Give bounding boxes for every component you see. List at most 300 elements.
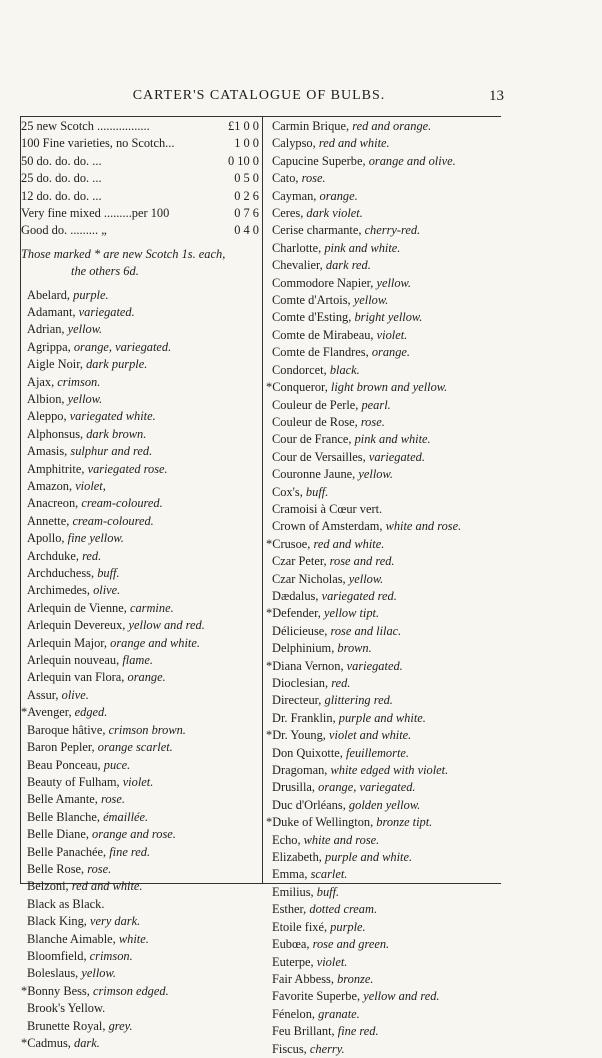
variety-colour: yellow tipt. xyxy=(324,606,380,621)
variety-entry xyxy=(21,408,261,425)
variety-entry xyxy=(266,344,506,361)
variety-name: Belle Blanche, xyxy=(27,809,100,824)
variety-colour: émaillée. xyxy=(103,809,149,824)
variety-colour: cherry-red. xyxy=(364,223,421,238)
left-entry-list xyxy=(21,287,261,1053)
variety-entry xyxy=(266,779,506,796)
price-label: 100 Fine varieties, no Scotch... xyxy=(21,136,175,151)
variety-entry xyxy=(21,356,261,373)
variety-name: Adrian, xyxy=(27,322,65,337)
variety-entry xyxy=(266,675,506,692)
variety-colour: red and white. xyxy=(313,536,385,551)
variety-entry xyxy=(21,1000,261,1017)
variety-name: Archduke, xyxy=(27,548,79,563)
variety-colour: yellow. xyxy=(358,467,393,482)
variety-entry xyxy=(266,379,506,396)
variety-entry xyxy=(21,582,261,599)
variety-entry xyxy=(266,814,506,831)
variety-name: Beau Ponceau, xyxy=(27,757,101,772)
variety-colour: carmine. xyxy=(129,600,174,615)
variety-colour: orange. xyxy=(319,188,358,203)
variety-colour: rose and green. xyxy=(312,937,390,952)
variety-entry xyxy=(266,884,506,901)
variety-colour: rose. xyxy=(360,414,385,429)
variety-colour: purple. xyxy=(73,287,109,302)
variety-entry xyxy=(21,704,261,721)
pricing-note xyxy=(21,246,261,281)
variety-entry xyxy=(21,652,261,669)
variety-name: Don Quixotte, xyxy=(272,745,343,760)
variety-entry xyxy=(266,971,506,988)
variety-name: Beauty of Fulham, xyxy=(27,774,120,789)
variety-entry xyxy=(266,727,506,744)
variety-colour: olive. xyxy=(93,583,121,598)
variety-entry xyxy=(21,826,261,843)
variety-name: Couronne Jaune, xyxy=(272,467,356,482)
variety-entry xyxy=(266,588,506,605)
variety-name: Echo, xyxy=(272,832,301,847)
variety-entry xyxy=(21,1018,261,1035)
variety-name: Annette, xyxy=(27,513,70,528)
variety-entry xyxy=(21,530,261,547)
variety-entry xyxy=(21,391,261,408)
variety-name: Cayman, xyxy=(272,188,317,203)
variety-colour: rose and red. xyxy=(329,554,395,569)
variety-colour: dark brown. xyxy=(86,426,147,441)
price-label: 50 do. do. do. ... xyxy=(21,153,102,168)
variety-name: Archduchess, xyxy=(27,566,95,581)
variety-entry xyxy=(266,275,506,292)
variety-name: *Defender, xyxy=(266,606,321,621)
variety-colour: pink and white. xyxy=(354,432,431,447)
variety-entry xyxy=(266,257,506,274)
variety-colour: edged. xyxy=(74,705,108,720)
variety-entry xyxy=(266,118,506,135)
variety-name: Czar Nicholas, xyxy=(272,571,346,586)
variety-name: Délicieuse, xyxy=(272,623,328,638)
variety-entry xyxy=(266,205,506,222)
variety-entry xyxy=(266,484,506,501)
variety-entry xyxy=(21,774,261,791)
variety-name: *Duke of Wellington, xyxy=(266,815,374,830)
variety-colour: glittering red. xyxy=(324,693,393,708)
variety-colour: yellow and red. xyxy=(128,618,205,633)
variety-name: Baroque hâtive, xyxy=(27,722,106,737)
variety-name: Cato, xyxy=(272,171,299,186)
price-amount: 0 5 0 xyxy=(234,171,259,186)
variety-colour: feuillemorte. xyxy=(346,745,409,760)
variety-name: Chevalier, xyxy=(272,258,323,273)
variety-colour: purple. xyxy=(330,919,366,934)
variety-name: Comte de Flandres, xyxy=(272,345,369,360)
variety-colour: white. xyxy=(118,931,149,946)
variety-name: Arlequin Major, xyxy=(27,635,108,650)
variety-entry xyxy=(266,988,506,1005)
variety-colour: rose. xyxy=(101,792,125,807)
variety-entry xyxy=(21,878,261,895)
variety-entry xyxy=(266,170,506,187)
variety-name: Crown of Amsterdam, xyxy=(272,519,383,534)
variety-colour: rose. xyxy=(301,171,326,186)
variety-colour: violet. xyxy=(316,954,348,969)
price-label: 25 new Scotch ................. xyxy=(21,119,150,133)
price-label: Good do. ......... „ xyxy=(21,223,107,238)
variety-name: Dr. Franklin, xyxy=(272,710,336,725)
variety-entry xyxy=(266,466,506,483)
variety-name: Brook's Yellow. xyxy=(27,1001,106,1016)
variety-colour: olive. xyxy=(61,687,89,702)
variety-colour: yellow. xyxy=(67,391,103,406)
variety-name: Commodore Napier, xyxy=(272,275,374,290)
variety-colour: red and white. xyxy=(318,136,390,151)
variety-entry xyxy=(21,565,261,582)
variety-entry xyxy=(266,936,506,953)
variety-colour: crimson brown. xyxy=(108,722,186,737)
variety-name: Etoile fixé, xyxy=(272,919,328,934)
variety-entry xyxy=(21,669,261,686)
variety-name: Elizabeth, xyxy=(272,850,322,865)
variety-colour: white edged with violet. xyxy=(330,763,449,778)
variety-colour: orange, variegated. xyxy=(318,780,416,795)
variety-name: Archimedes, xyxy=(27,583,90,598)
variety-colour: variegated. xyxy=(78,304,135,319)
variety-entry xyxy=(266,866,506,883)
variety-name: *Dr. Young, xyxy=(266,728,326,743)
variety-name: Aigle Noir, xyxy=(27,357,83,372)
variety-colour: granate. xyxy=(318,1006,360,1021)
variety-name: Arlequin van Flora, xyxy=(27,670,125,685)
variety-name: Cox's, xyxy=(272,484,303,499)
variety-entry xyxy=(21,722,261,739)
variety-entry xyxy=(266,901,506,918)
variety-colour: purple and white. xyxy=(338,710,426,725)
variety-colour: flame. xyxy=(122,653,153,668)
variety-entry xyxy=(21,1035,261,1052)
variety-name: Ceres, xyxy=(272,206,304,221)
variety-entry xyxy=(266,658,506,675)
variety-entry xyxy=(21,844,261,861)
variety-entry xyxy=(21,757,261,774)
variety-name: Amasis, xyxy=(27,444,68,459)
variety-name: Amazon, xyxy=(27,479,73,494)
variety-colour: puce. xyxy=(103,757,131,772)
variety-colour: yellow. xyxy=(376,275,411,290)
variety-colour: orange. xyxy=(127,670,166,685)
variety-colour: cherry. xyxy=(309,1041,345,1056)
variety-colour: orange and olive. xyxy=(368,153,456,168)
variety-entry xyxy=(266,518,506,535)
variety-entry xyxy=(266,536,506,553)
variety-entry xyxy=(266,414,506,431)
variety-colour: fine red. xyxy=(109,844,151,859)
variety-entry xyxy=(266,292,506,309)
variety-name: Eubœa, xyxy=(272,937,310,952)
variety-entry xyxy=(266,1041,506,1058)
variety-entry xyxy=(266,222,506,239)
variety-colour: scarlet. xyxy=(310,867,348,882)
variety-entry xyxy=(21,931,261,948)
variety-colour: yellow and red. xyxy=(363,989,440,1004)
variety-colour: black. xyxy=(329,362,360,377)
price-amount: 0 10 0 xyxy=(228,153,259,168)
variety-entry xyxy=(266,797,506,814)
variety-colour: white and rose. xyxy=(303,832,380,847)
variety-entry xyxy=(21,635,261,652)
variety-colour: yellow. xyxy=(67,322,103,337)
price-amount: 1 0 0 xyxy=(234,136,259,151)
variety-colour: variegated white. xyxy=(69,409,156,424)
price-row xyxy=(21,118,261,135)
variety-name: Comte de Mirabeau, xyxy=(272,327,374,342)
page-header xyxy=(18,88,504,108)
variety-colour: bronze tipt. xyxy=(376,815,433,830)
variety-entry xyxy=(21,617,261,634)
variety-name: Anacreon, xyxy=(27,496,79,511)
variety-name: Cour de Versailles, xyxy=(272,449,366,464)
variety-colour: white and rose. xyxy=(385,519,462,534)
variety-name: Abelard, xyxy=(27,287,71,302)
variety-colour: red and orange. xyxy=(352,119,432,133)
variety-name: Arlequin nouveau, xyxy=(27,653,120,668)
variety-name: Assur, xyxy=(27,687,59,702)
variety-colour: violet, xyxy=(75,479,106,494)
variety-colour: orange and rose. xyxy=(92,827,176,842)
price-amount: £1 0 0 xyxy=(228,119,259,133)
variety-name: Brunette Royal, xyxy=(27,1018,106,1033)
variety-name: Euterpe, xyxy=(272,954,314,969)
variety-colour: variegated. xyxy=(346,658,403,673)
variety-name: Aleppo, xyxy=(27,409,67,424)
variety-entry xyxy=(266,501,506,518)
variety-entry xyxy=(266,849,506,866)
variety-name: Belle Panachée, xyxy=(27,844,107,859)
variety-name: Dioclesian, xyxy=(272,676,329,690)
variety-entry xyxy=(21,461,261,478)
variety-entry xyxy=(21,739,261,756)
variety-name: Calypso, xyxy=(272,136,316,151)
price-amount: 0 7 6 xyxy=(234,205,259,220)
variety-name: Alphonsus, xyxy=(27,426,84,441)
variety-name: Cramoisi à Cœur vert. xyxy=(272,501,383,516)
price-row xyxy=(21,188,261,205)
variety-colour: yellow. xyxy=(353,293,389,308)
variety-colour: cream-coloured. xyxy=(72,513,154,528)
variety-name: Couleur de Perle, xyxy=(272,397,359,412)
variety-entry xyxy=(21,495,261,512)
variety-name: Drusilla, xyxy=(272,780,316,795)
variety-name: Esther, xyxy=(272,902,307,917)
variety-colour: rose. xyxy=(87,861,112,876)
variety-name: Dragoman, xyxy=(272,763,328,778)
variety-name: Capucine Superbe, xyxy=(272,153,366,168)
variety-name: Belle Diane, xyxy=(27,827,89,842)
variety-entry xyxy=(266,397,506,414)
variety-entry xyxy=(266,309,506,326)
variety-name: Charlotte, xyxy=(272,240,322,255)
variety-colour: crimson edged. xyxy=(92,983,169,998)
variety-colour: bright yellow. xyxy=(354,310,423,325)
variety-entry xyxy=(21,374,261,391)
variety-entry xyxy=(266,762,506,779)
variety-colour: yellow. xyxy=(348,571,384,586)
price-row xyxy=(21,170,261,187)
variety-name: Black as Black. xyxy=(27,896,105,911)
variety-name: Belle Rose, xyxy=(27,861,85,876)
variety-entry xyxy=(21,426,261,443)
price-row xyxy=(21,205,261,222)
price-label: Very fine mixed .........per 100 xyxy=(21,205,170,220)
variety-colour: buff. xyxy=(316,884,340,899)
price-label: 25 do. do. do. ... xyxy=(21,171,102,186)
variety-name: Apollo, xyxy=(27,531,65,546)
variety-colour: very dark. xyxy=(90,914,141,929)
price-label: 12 do. do. do. ... xyxy=(21,188,102,203)
variety-name: *Avenger, xyxy=(21,705,72,720)
variety-name: Comte d'Esting, xyxy=(272,310,352,325)
variety-name: *Bonny Bess, xyxy=(21,983,90,998)
price-amount: 0 4 0 xyxy=(234,223,259,238)
variety-colour: crimson. xyxy=(89,948,133,963)
variety-name: Ajax, xyxy=(27,374,55,389)
variety-colour: red. xyxy=(82,548,102,563)
right-column xyxy=(266,118,506,1058)
variety-colour: red. xyxy=(331,676,351,690)
variety-colour: grey. xyxy=(108,1018,133,1033)
variety-name: Emilius, xyxy=(272,884,314,899)
variety-name: Comte d'Artois, xyxy=(272,293,351,308)
price-amount: 0 2 6 xyxy=(234,188,259,203)
variety-entry xyxy=(21,287,261,304)
variety-name: Cour de France, xyxy=(272,432,352,447)
variety-name: Fénelon, xyxy=(272,1006,316,1021)
variety-entry xyxy=(266,605,506,622)
variety-entry xyxy=(266,640,506,657)
variety-entry xyxy=(21,948,261,965)
variety-colour: dark purple. xyxy=(86,357,148,372)
variety-entry xyxy=(21,809,261,826)
variety-name: Amphitrite, xyxy=(27,461,85,476)
variety-entry xyxy=(21,687,261,704)
variety-entry xyxy=(266,954,506,971)
variety-entry xyxy=(266,745,506,762)
variety-entry xyxy=(266,188,506,205)
variety-entry xyxy=(21,339,261,356)
variety-entry xyxy=(21,548,261,565)
variety-entry xyxy=(21,965,261,982)
variety-name: Dædalus, xyxy=(272,588,319,603)
variety-name: Belle Amante, xyxy=(27,792,98,807)
variety-entry xyxy=(21,861,261,878)
variety-entry xyxy=(266,710,506,727)
variety-name: Adamant, xyxy=(27,304,76,319)
variety-name: Fair Abbess, xyxy=(272,971,334,986)
variety-name: Favorite Superbe, xyxy=(272,989,361,1004)
variety-colour: variegated red. xyxy=(321,588,397,603)
variety-entry xyxy=(21,443,261,460)
variety-entry xyxy=(21,600,261,617)
column-divider xyxy=(262,116,263,883)
variety-colour: light brown and yellow. xyxy=(330,380,448,395)
variety-name: Baron Pepler, xyxy=(27,740,95,755)
variety-colour: golden yellow. xyxy=(348,797,421,812)
variety-entry xyxy=(266,623,506,640)
variety-entry xyxy=(266,553,506,570)
variety-colour: variegated rose. xyxy=(87,461,168,476)
variety-colour: violet. xyxy=(122,774,154,789)
variety-name: Boleslaus, xyxy=(27,966,79,981)
variety-colour: rose and lilac. xyxy=(330,623,402,638)
variety-colour: red and white. xyxy=(71,879,143,894)
variety-colour: sulphur and red. xyxy=(70,444,153,459)
variety-name: Blanche Aimable, xyxy=(27,931,116,946)
variety-colour: orange, variegated. xyxy=(73,339,172,354)
variety-name: Emma, xyxy=(272,867,308,882)
price-row xyxy=(21,135,261,152)
variety-entry xyxy=(266,692,506,709)
variety-entry xyxy=(266,153,506,170)
variety-entry xyxy=(21,321,261,338)
variety-colour: bronze. xyxy=(337,971,374,986)
variety-colour: cream-coloured. xyxy=(81,496,163,511)
variety-name: Fiscus, xyxy=(272,1041,307,1056)
variety-colour: dark. xyxy=(74,1036,100,1051)
variety-name: Feu Brillant, xyxy=(272,1024,335,1039)
variety-colour: fine red. xyxy=(337,1024,379,1039)
variety-name: Agrippa, xyxy=(27,339,71,354)
variety-name: Black King, xyxy=(27,914,87,929)
variety-name: *Cadmus, xyxy=(21,1036,71,1051)
variety-colour: variegated. xyxy=(368,449,425,464)
variety-colour: orange and white. xyxy=(110,635,200,650)
variety-entry xyxy=(266,1023,506,1040)
variety-entry xyxy=(21,478,261,495)
variety-entry xyxy=(266,571,506,588)
variety-colour: violet and white. xyxy=(329,728,412,743)
variety-entry xyxy=(266,362,506,379)
variety-entry xyxy=(266,919,506,936)
variety-name: Duc d'Orléans, xyxy=(272,797,346,812)
variety-colour: fine yellow. xyxy=(67,531,124,546)
variety-colour: buff. xyxy=(305,484,329,499)
variety-entry xyxy=(266,832,506,849)
variety-entry xyxy=(266,449,506,466)
pricing-note-line2: the others 6d. xyxy=(71,264,139,279)
variety-colour: orange. xyxy=(371,345,411,360)
variety-name: Czar Peter, xyxy=(272,554,327,569)
page-title: CARTER'S CATALOGUE OF BULBS. xyxy=(132,88,386,103)
variety-colour: pearl. xyxy=(361,397,391,412)
variety-entry xyxy=(266,327,506,344)
variety-name: *Conqueror, xyxy=(266,380,328,395)
variety-colour: buff. xyxy=(97,566,120,581)
variety-name: Couleur de Rose, xyxy=(272,414,358,429)
pricing-note-line1: Those marked * are new Scotch 1s. each, xyxy=(21,246,226,261)
variety-colour: purple and white. xyxy=(325,850,413,865)
variety-entry xyxy=(21,513,261,530)
variety-entry xyxy=(21,896,261,913)
variety-colour: dark red. xyxy=(325,258,371,273)
variety-colour: violet. xyxy=(376,327,408,342)
variety-name: Bloomfield, xyxy=(27,948,87,963)
variety-colour: orange scarlet. xyxy=(97,740,173,755)
price-row xyxy=(21,222,261,239)
variety-colour: crimson. xyxy=(57,374,101,389)
variety-name: Condorcet, xyxy=(272,362,327,377)
variety-name: Carmin Brique, xyxy=(272,119,350,133)
variety-name: Directeur, xyxy=(272,693,322,708)
left-column xyxy=(21,118,261,1052)
variety-name: Albion, xyxy=(27,391,65,406)
